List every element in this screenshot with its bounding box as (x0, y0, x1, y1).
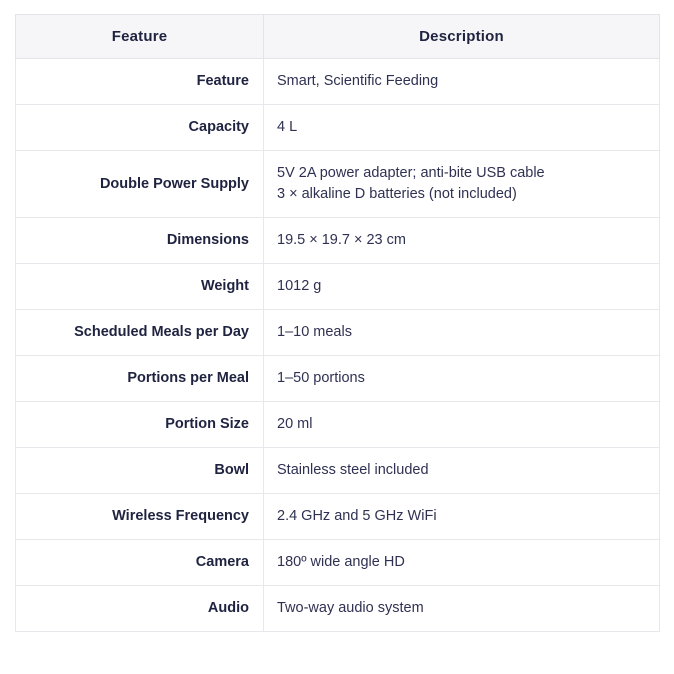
row-description-value: 20 ml (264, 402, 660, 448)
row-description-value: 1012 g (264, 264, 660, 310)
row-description-value: 180º wide angle HD (264, 540, 660, 586)
row-feature-label: Scheduled Meals per Day (16, 310, 264, 356)
table-row (16, 448, 660, 494)
table-row (16, 540, 660, 586)
row-feature-label: Audio (16, 586, 264, 632)
row-feature-label: Capacity (16, 105, 264, 151)
row-description-value: 1–10 meals (264, 310, 660, 356)
table-row (16, 310, 660, 356)
table-row (16, 402, 660, 448)
row-description-value: Stainless steel included (264, 448, 660, 494)
table-row (16, 356, 660, 402)
row-feature-label: Double Power Supply (16, 151, 264, 218)
table-header (16, 15, 660, 59)
column-header-feature: Feature (16, 15, 264, 59)
row-feature-label: Bowl (16, 448, 264, 494)
row-description-value: 19.5 × 19.7 × 23 cm (264, 218, 660, 264)
row-description-value: Two-way audio system (264, 586, 660, 632)
row-description-value (264, 151, 660, 218)
specification-table (15, 14, 660, 632)
row-description-value: Smart, Scientific Feeding (264, 59, 660, 105)
table-row (16, 494, 660, 540)
row-feature-label: Portions per Meal (16, 356, 264, 402)
row-feature-label: Feature (16, 59, 264, 105)
table-row (16, 59, 660, 105)
table-header-row (16, 15, 660, 59)
table-body (16, 59, 660, 632)
row-feature-label: Portion Size (16, 402, 264, 448)
row-feature-label: Wireless Frequency (16, 494, 264, 540)
row-feature-label: Weight (16, 264, 264, 310)
table-row (16, 586, 660, 632)
table-row (16, 151, 660, 218)
row-feature-label: Camera (16, 540, 264, 586)
table-row (16, 105, 660, 151)
row-feature-label: Dimensions (16, 218, 264, 264)
table-row (16, 264, 660, 310)
row-description-line-1: 5V 2A power adapter; anti-bite USB cable (277, 165, 545, 182)
row-description-value: 2.4 GHz and 5 GHz WiFi (264, 494, 660, 540)
row-description-line-2: 3 × alkaline D batteries (not included) (277, 186, 517, 203)
row-description-value: 1–50 portions (264, 356, 660, 402)
table-row (16, 218, 660, 264)
row-description-value: 4 L (264, 105, 660, 151)
column-header-description: Description (264, 15, 660, 59)
